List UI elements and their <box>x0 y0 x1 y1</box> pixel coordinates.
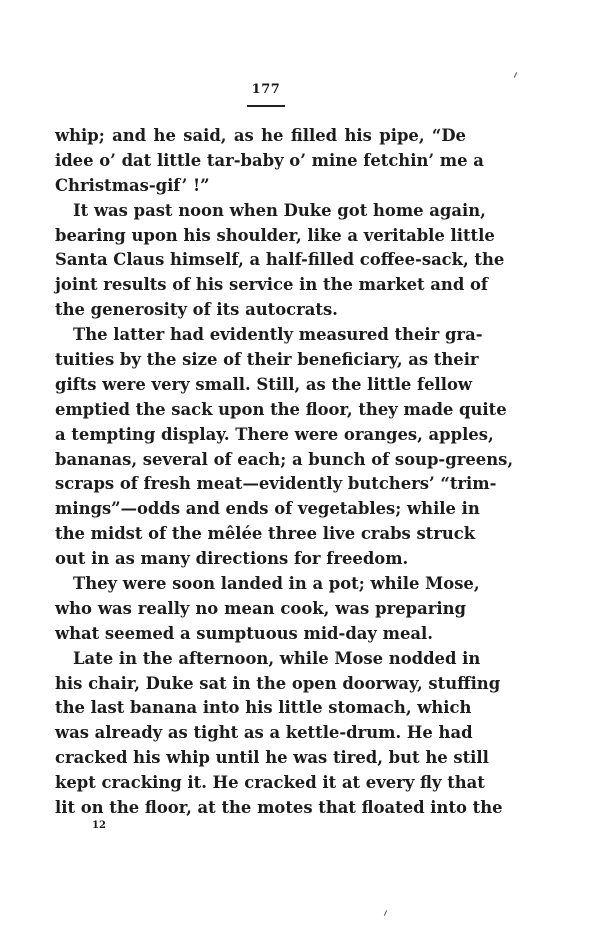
text-line: emptied the sack upon the floor, they made quite <box>55 399 507 419</box>
text-line: the last banana into his little stomach, which <box>55 698 472 718</box>
page-number: 177 <box>251 82 281 97</box>
text-line: gifts were very small. Still, as the little fellow <box>55 374 473 394</box>
text-line: tuities by the size of their beneficiary, as their <box>55 350 479 370</box>
text-line: bearing upon his shoulder, like a veritable little <box>55 225 495 245</box>
text-line: The latter had evidently measured their gra- <box>73 325 483 345</box>
text-line: what seemed a sumptuous mid-day meal. <box>55 623 433 643</box>
text-line: It was past noon when Duke got home again, <box>73 200 486 220</box>
text-line: who was really no mean cook, was preparing <box>55 598 466 618</box>
text-line: Christmas-gif’ !” <box>55 175 210 195</box>
text-line: lit on the floor, at the motes that floated into the <box>55 798 503 818</box>
text-line: was already as tight as a kettle-drum. He had <box>55 723 473 743</box>
text-line: They were soon landed in a pot; while Mose, <box>73 574 480 594</box>
text-line: idee o’ dat little tar-baby o’ mine fetchin’ me a <box>55 150 484 170</box>
text-line: the generosity of its autocrats. <box>55 300 338 320</box>
text-line: Santa Claus himself, a half-filled coffee-sack, the <box>55 250 505 270</box>
text-line: scraps of fresh meat—evidently butchers’ “trim- <box>55 474 497 494</box>
signature-mark: 12 <box>92 820 106 831</box>
text-line: bananas, several of each; a bunch of soup-greens, <box>55 449 514 469</box>
text-line: a tempting display. There were oranges, apples, <box>55 424 494 444</box>
text-line: the midst of the mêlée three live crabs struck <box>55 524 476 544</box>
text-line: mings”—odds and ends of vegetables; while in <box>55 499 480 519</box>
text-line: his chair, Duke sat in the open doorway, stuffing <box>55 673 501 693</box>
text-line: Late in the afternoon, while Mose nodded in <box>73 648 481 668</box>
text-line: kept cracking it. He cracked it at every fly that <box>55 773 485 793</box>
ink-speck <box>514 72 517 78</box>
text-line: joint results of his service in the market and of <box>55 275 488 295</box>
text-line: out in as many directions for freedom. <box>55 549 409 569</box>
text-line: cracked his whip until he was tired, but he still <box>55 748 489 768</box>
ink-speck <box>384 910 387 916</box>
body-text <box>55 124 514 821</box>
page-number-rule <box>247 105 285 107</box>
text-line: whip; and he said, as he filled his pipe, “De <box>55 126 466 145</box>
